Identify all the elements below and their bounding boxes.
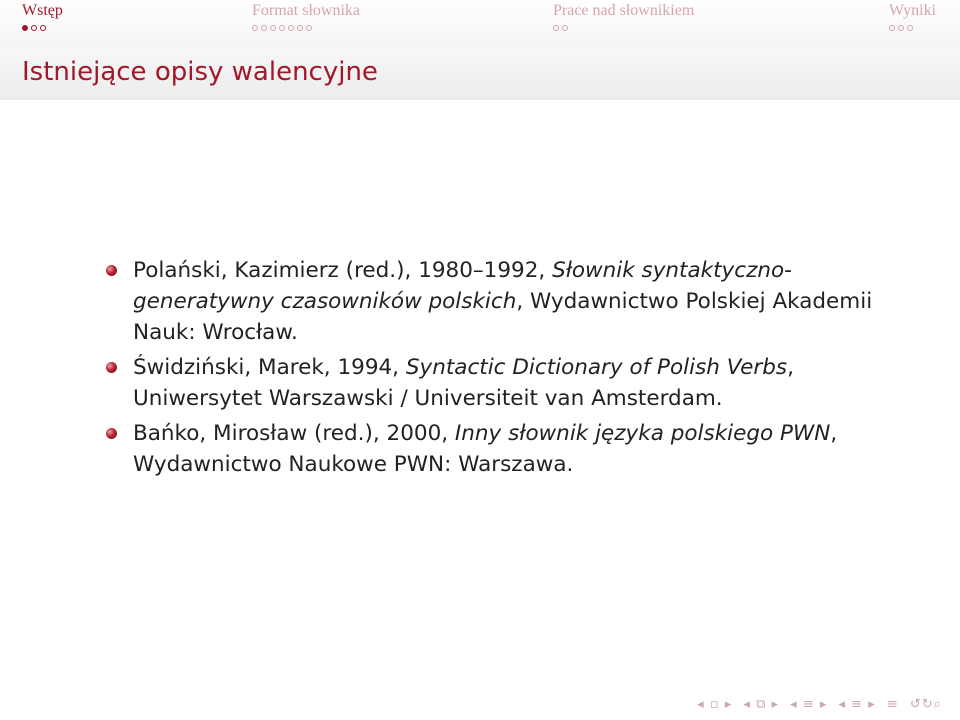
entry-title: Słownik syntaktyczno-generatywny czasowników polskich (133, 258, 792, 314)
entry-publisher: , Wydawnictwo Naukowe PWN: Warszawa. (133, 421, 838, 477)
bullet-icon (106, 265, 117, 276)
nav-dot[interactable] (297, 25, 303, 31)
nav-dot[interactable] (907, 25, 913, 31)
nav-align-icon[interactable]: ≡ (886, 697, 899, 712)
nav-frame-icon[interactable]: ◂ ⧉ ▸ (743, 697, 780, 712)
beamer-navigation-symbols (691, 697, 942, 712)
nav-section-label: Wyniki (889, 2, 937, 19)
nav-section-wyniki[interactable] (889, 0, 936, 31)
nav-section-icon[interactable]: ◂ ≡ ▸ (838, 697, 876, 712)
nav-dot[interactable] (562, 25, 568, 31)
nav-dot[interactable] (261, 25, 267, 31)
entry-author-year: Świdziński, Marek, 1994, (133, 355, 406, 380)
nav-dot[interactable] (252, 25, 258, 31)
nav-dot[interactable] (270, 25, 276, 31)
entry-publisher: , Wydawnictwo Polskiej Akademii Nauk: Wrocław. (133, 289, 873, 345)
nav-subsection-icon[interactable]: ◂ ≡ ▸ (790, 697, 828, 712)
nav-section-wstep[interactable] (22, 0, 63, 31)
bibliography-item (106, 255, 906, 348)
nav-back-forward-search-icon[interactable]: ↺↻⌕ (909, 697, 942, 712)
nav-section-progress (553, 25, 694, 31)
entry-title: Syntactic Dictionary of Polish Verbs (405, 355, 788, 380)
bibliography-item (106, 418, 906, 480)
header-navigation (0, 0, 960, 48)
nav-section-prace[interactable] (553, 0, 694, 31)
nav-dot[interactable] (22, 25, 28, 31)
nav-section-progress (252, 25, 360, 31)
bibliography-entry (133, 352, 906, 414)
nav-slide-icon[interactable]: ◂ ▫ ▸ (697, 697, 733, 712)
entry-title: Inny słownik języka polskiego PWN (454, 421, 831, 446)
bullet-icon (106, 428, 117, 439)
frame-title: Istniejące opisy walencyjne (22, 57, 378, 87)
nav-dot[interactable] (288, 25, 294, 31)
nav-dot[interactable] (306, 25, 312, 31)
nav-dot[interactable] (40, 25, 46, 31)
bibliography-entry (133, 255, 906, 348)
nav-dot[interactable] (31, 25, 37, 31)
nav-section-format[interactable] (252, 0, 360, 31)
nav-section-label: Format słownika (252, 2, 360, 19)
nav-section-label: Prace nad słownikiem (553, 2, 695, 19)
nav-section-progress (22, 25, 63, 31)
entry-author-year: Polański, Kazimierz (red.), 1980–1992, (133, 258, 553, 283)
nav-dot[interactable] (898, 25, 904, 31)
bullet-icon (106, 362, 117, 373)
bibliography-item (106, 352, 906, 414)
bibliography-entry (133, 418, 906, 480)
nav-dot[interactable] (889, 25, 895, 31)
nav-section-label: Wstęp (22, 2, 63, 19)
nav-section-progress (889, 25, 936, 31)
bibliography-list (106, 255, 906, 484)
entry-publisher: , Uniwersytet Warszawski / Universiteit van Amsterdam. (133, 355, 794, 411)
nav-dot[interactable] (279, 25, 285, 31)
entry-author-year: Bańko, Mirosław (red.), 2000, (133, 421, 455, 446)
nav-dot[interactable] (553, 25, 559, 31)
